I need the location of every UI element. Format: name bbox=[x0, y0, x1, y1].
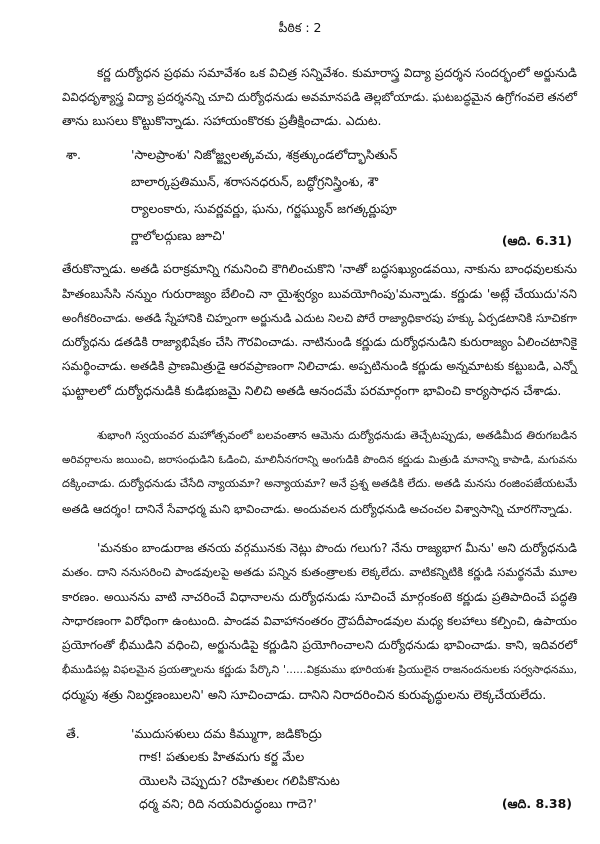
paragraph-line: అరివర్గాలను జయించి, జరాసంధుడిని ఓడించి, మాలినీనగరాన్ని అంగుడికి పొందిన కర్ణుడు మిత్రుడి మానాన్ని కాపాడి, మగువను bbox=[62, 454, 577, 466]
verse-reference: (ఆది. 8.38) bbox=[501, 796, 572, 811]
paragraph-line: ప్రయోగంతో భీముడిని వధించి, అర్జునుడిపై కర్ణుడిని ప్రయోగించాలని దుర్యోధనుడు భావించాడు. కాని, ఇదివరలో bbox=[62, 638, 577, 652]
verse-meter-label: తే. bbox=[66, 726, 80, 741]
paragraph-line: సమర్థించాడు. అతడికి ప్రాణమిత్రుడై ఆరవప్రాణంగా నిలిచాడు. అప్పటినుండి కర్ణుడు అన్నమాటకు కట్టుబడి, ఎన్నో bbox=[62, 359, 578, 373]
paragraph-line: శుభాంగి స్వయంవర మహోత్సవంలో బలవంతాన ఆమెను దుర్యోధనుడు తెచ్చేటప్పుడు, అతడిమీద తిరుగబడిన bbox=[97, 429, 577, 442]
paragraph-line: ఘట్టాలలో దుర్యోధనుడికి కుడిభుజమై నిలిచి అతడి ఆనందమే పరమార్గంగా భావించి కార్యసాధన చేశాడు. bbox=[62, 383, 562, 398]
paragraph-line: తాను బుసలు కొట్టుకొన్నాడు. సహాయంకొరకు ప్రతీక్షించాడు. ఎదుట. bbox=[62, 113, 382, 128]
verse-line: 'సాలప్రాంశు' నిజోజ్జ్వలత్కవచు, శక్రత్కుండలోద్భాసితున్ bbox=[131, 147, 398, 162]
verse-line: బాలార్కప్రతిమున్, శరాసనధరున్, బద్ధోగ్రనిస్త్రింశు, శౌ bbox=[131, 174, 379, 189]
paragraph-line: కర్ణ దుర్యోధన ప్రథమ సమావేశం ఒక విచిత్ర సన్నివేశం. కుమారాస్త్ర విద్యా ప్రదర్శన సందర్భంలో అర్జునుడి bbox=[97, 66, 577, 80]
verse-line: 'ముదుసళులు దమ కిమ్ముగా, జడికొంద్రు bbox=[131, 726, 322, 741]
verse-line: గాక! పతులకు హితమగు కర్జ మేల bbox=[139, 749, 305, 764]
paragraph-line: తేరుకొన్నాడు. అతడి పరాక్రమాన్ని గమనించి కౌగిలించుకొని 'నాతో బద్ధసఖ్యుండవయి, నాకును బాంధవులకును bbox=[62, 262, 577, 276]
verse-line: ధర్మ వని; రిది నయవిరుద్ధంబు గాదె?' bbox=[139, 796, 317, 811]
verse-reference: (ఆది. 6.31) bbox=[501, 233, 572, 248]
paragraph-line: ధర్ముపు శత్రు నిబర్హణంబులని' అని సూచించాడు. దానిని నిరాదరించిన కురువృద్ధులను లెక్కచేయలేదు. bbox=[62, 687, 547, 702]
paragraph-line: దుర్యోధను డతడికి రాజ్యాభిషేకం చేసి గౌరవించాడు. నాటినుండి కర్ణుడు దుర్యోధనుడిని కురురాజ్యం ఏలించటానికై bbox=[62, 335, 577, 349]
paragraph-line: దక్కించాడు. దుర్యోధనుడు చేసేది న్యాయమా? అన్యాయమా? అనే ప్రశ్న అతడికి లేదు. అతడి మనసు రంజింపజేయటమే bbox=[62, 477, 577, 490]
verse-line: ర్యాలంకారు, సువర్ణవర్ణు, ఘను, గర్జఘ్యున్ జగత్కర్ణుపూ bbox=[131, 201, 397, 216]
paragraph-line: హితంబుసేసి నన్నుం గురురాజ్యం బేలించి నా యైశ్వర్యం బువయోగింపు'మన్నాడు. కర్ణుడు 'అట్లే చేయుదు'నని bbox=[62, 287, 577, 301]
verse-line: యొలసి చెప్పుదు? రహితులఁ గలిపికొనుట bbox=[139, 773, 340, 788]
paragraph-line: 'మనకుం బాండురాజ తనయ వర్గమునకు నెట్లు పొందు గలుగు? నేను రాజ్యభాగ మీను' అని దుర్యోధనుడి bbox=[97, 541, 577, 555]
paragraph-line: వివిధదృశ్యాస్త్ర విద్యా ప్రదర్శనన్ని చూచి దుర్యోధనుడు అవమానపడి తెల్లబోయాడు. ఘటబద్ధమైన ఉగ్రోగంవలె తనలో bbox=[62, 90, 577, 104]
paragraph-line: అంగీకరించాడు. అతడి స్నేహానికి చిహ్నంగా అర్జునుడి ఎదుట నిలచి పోరే రాజ్యాధికారపు హక్కు ఏర్పడటానికి సూచికగా bbox=[62, 311, 577, 325]
paragraph-line: కారణం. అయినను వాటి నాచరించే విధానాలను దుర్యోధనుడు సూచించే మార్గంకంటె కర్ణుడు ప్రతిపాదించే పద్ధతి bbox=[62, 590, 577, 604]
verse-meter-label: శా. bbox=[66, 147, 81, 162]
paragraph-line: భీముడిపట్ల విఫలమైన ప్రయత్నాలను కర్ణుడు పేర్కొని '......విక్రమము భూరియశః ప్రియులైన రాజనందనులకు సర్వసాధనము, bbox=[62, 663, 577, 676]
paragraph-line: సాధారణంగా విరోధింగా ఉంటుంది. పాండవ వివాహానంతరం ద్రౌపదీపాండవుల మధ్య కలహాలు కల్పించి, ఉపాయం bbox=[62, 614, 577, 628]
paragraph-line: అతడి ఆదర్శం! దానినే సేవాధర్మ మని భావించాడు. అందువలన దుర్యోధనుడి అచంచల విశ్వాసాన్ని చూరగొన్నాడు. bbox=[62, 502, 573, 516]
paragraph-line: మతం. దాని ననుసరించి పాండవులపై అతడు పన్నిన కుతంత్రాలకు లెక్కలేదు. వాటికన్నిటికి కర్ణుడి సమర్థనమే మూల bbox=[62, 565, 577, 579]
page-header: పీఠిక : 2 bbox=[278, 20, 322, 35]
verse-line: ర్ణాలోలద్గుణు జూచి' bbox=[131, 228, 226, 243]
